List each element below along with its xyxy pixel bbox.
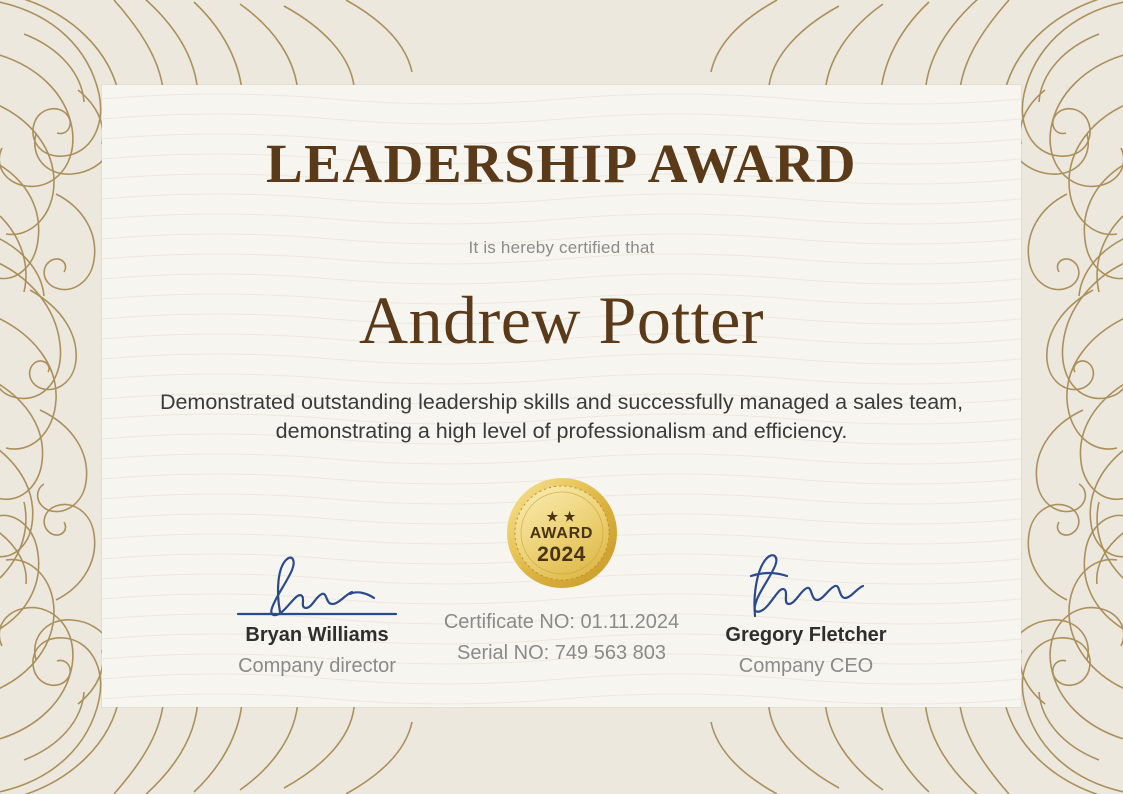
signature-name-right: Gregory Fletcher xyxy=(725,624,887,646)
seal-year: 2024 xyxy=(537,543,586,566)
signature-name-left: Bryan Williams xyxy=(245,624,389,646)
seal-stars: ★ ★ xyxy=(546,509,577,524)
award-seal xyxy=(506,477,618,589)
certificate-title: LEADERSHIP AWARD xyxy=(266,133,857,194)
serial-number: Serial NO: 749 563 803 xyxy=(456,642,667,664)
signature-role-right: Company CEO xyxy=(738,655,874,677)
certificate-details xyxy=(102,607,1021,669)
certificate-number: Certificate NO: 01.11.2024 xyxy=(443,611,680,633)
signature-role-left: Company director xyxy=(238,655,396,677)
recipient-name: Andrew Potter xyxy=(359,282,764,358)
certificate-description: Demonstrated outstanding leadership skills and successfully managed a sales team, demonstrating a high level of professionalism and efficiency. xyxy=(159,390,964,443)
seal-label: AWARD xyxy=(529,525,594,542)
certificate-subtitle: It is hereby certified that xyxy=(468,238,655,257)
certificate-panel xyxy=(102,85,1021,707)
